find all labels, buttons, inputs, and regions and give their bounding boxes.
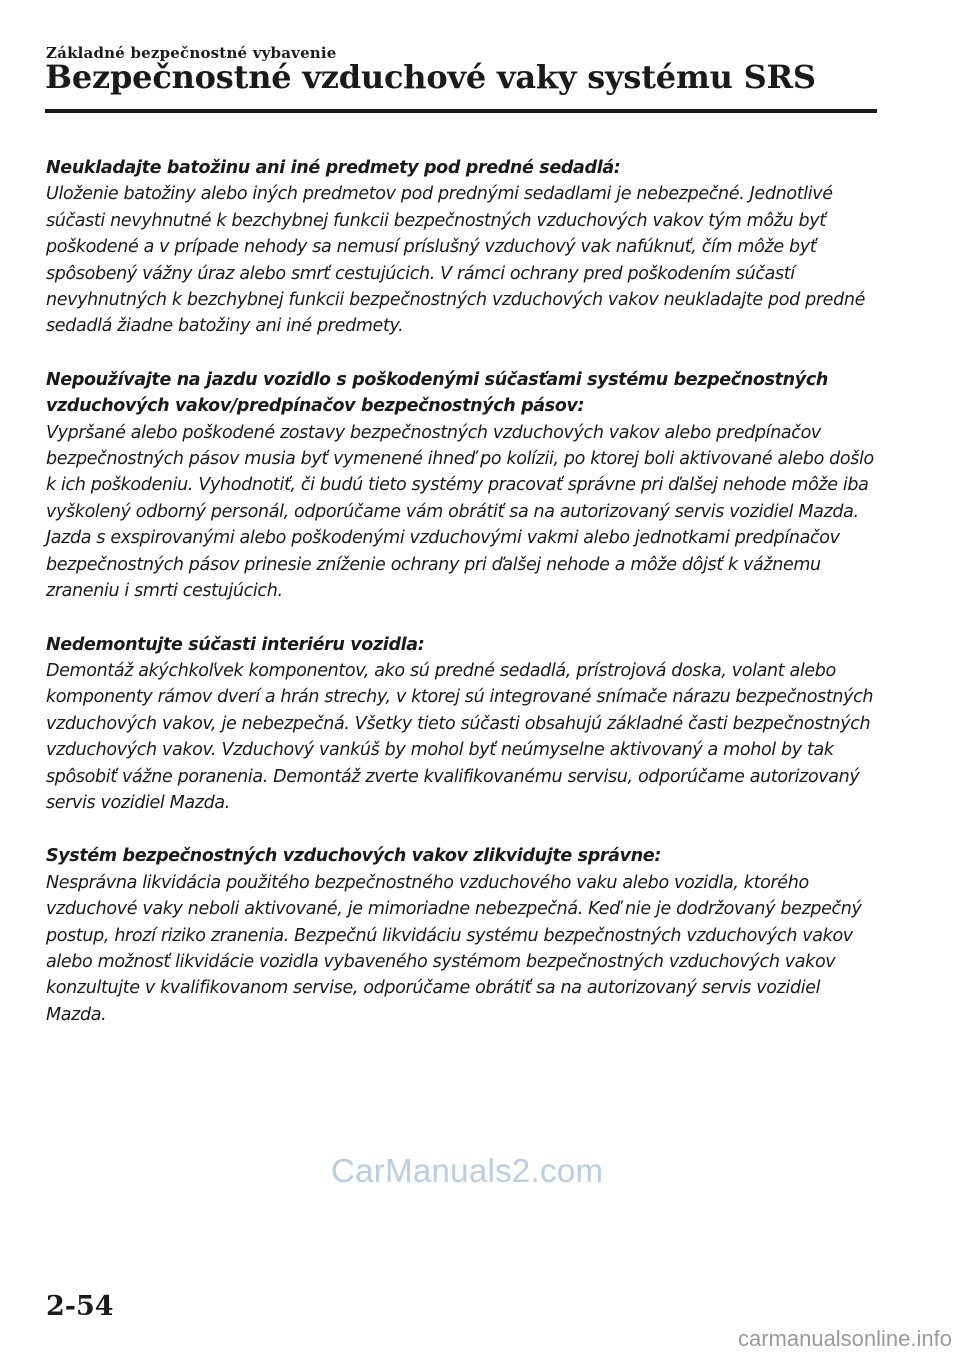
section-label: Základné bezpečnostné vybavenie: [46, 44, 337, 62]
warning-body: Vypršané alebo poškodené zostavy bezpečnostných vzduchových vakov alebo predpínačov bezpečnostných pásov musia byť vymenené ihneď po kolízii, po ktorej boli aktivované alebo došlo k ich poškodeniu. Vyhodnotiť, či budú tieto systémy pracovať správne pri ďalšej nehode môže iba vyškolený odborný personál, odporúčame vám obrátiť sa na autorizovaný servis vozidiel Mazda. Jazda s exspirovanými alebo poškodenými vzduchovými vakmi alebo jednotkami predpínačov bezpečnostných pásov prinesie zníženie ochrany pri ďalšej nehode a môže dôjsť k vážnemu zraneniu i smrti cestujúcich.: [46, 422, 874, 602]
warning-luggage: [46, 155, 881, 340]
warning-heading: Nepoužívajte na jazdu vozidlo s poškodenými súčasťami systému bezpečnostných vzduchových vakov/predpínačov bezpečnostných pásov:: [46, 369, 828, 417]
watermark: CarManuals2.com: [331, 1152, 604, 1189]
warning-heading: Systém bezpečnostných vzduchových vakov zlikvidujte správne:: [46, 846, 661, 867]
warning-heading: Nedemontujte súčasti interiéru vozidla:: [46, 634, 425, 655]
warning-damaged-components: [46, 367, 881, 605]
warning-content: [46, 155, 881, 1055]
page-number: 2-54: [46, 1291, 114, 1322]
warning-interior-removal: [46, 632, 881, 817]
warning-body: Uloženie batožiny alebo iných predmetov pod prednými sedadlami je nebezpečné. Jednotlivé súčasti nevyhnutné k bezchybnej funkcii bezpečnostných vzduchových vakov tým môžu byť poškodené a v prípade nehody sa nemusí príslušný vzduchový vak nafúknuť, čím môže byť spôsobený vážny úraz alebo smrť cestujúcich. V rámci ochrany pred poškodením súčastí nevyhnutných k bezchybnej funkcii bezpečnostných vzduchových vakov neukladajte pod predné sedadlá žiadne batožiny ani iné predmety.: [46, 184, 866, 337]
warning-body: Nesprávna likvidácia použitého bezpečnostného vzduchového vaku alebo vozidla, ktorého vzduchové vaky neboli aktivované, je mimoriadne nebezpečná. Keď nie je dodržovaný bezpečný postup, hrozí riziko zranenia. Bezpečnú likvidáciu systému bezpečnostných vzduchových vakov alebo možnosť likvidácie vozidla vybaveného systémom bezpečnostných vzduchových vakov konzultujte v kvalifikovanom servise, odporúčame obrátiť sa na autorizovaný servis vozidiel Mazda.: [46, 872, 862, 1025]
warning-disposal: [46, 843, 881, 1028]
warning-body: Demontáž akýchkoľvek komponentov, ako sú predné sedadlá, prístrojová doska, volant alebo komponenty rámov dverí a hrán strechy, v ktorej sú integrované snímače nárazu bezpečnostných vzduchových vakov, je nebezpečná. Všetky tieto súčasti obsahujú základné časti bezpečnostných vzduchových vakov. Vzduchový vankúš by mohol byť neúmyselne aktivovaný a mohol by tak spôsobiť vážne poranenia. Demontáž zverte kvalifikovanému servisu, odporúčame autorizovaný servis vozidiel Mazda.: [46, 660, 874, 813]
header-divider: [45, 109, 877, 113]
footer-watermark: carmanualsonline.info: [737, 1326, 952, 1351]
page-title: Bezpečnostné vzduchové vaky systému SRS: [45, 58, 816, 96]
warning-heading: Neukladajte batožinu ani iné predmety pod predné sedadlá:: [46, 158, 621, 178]
